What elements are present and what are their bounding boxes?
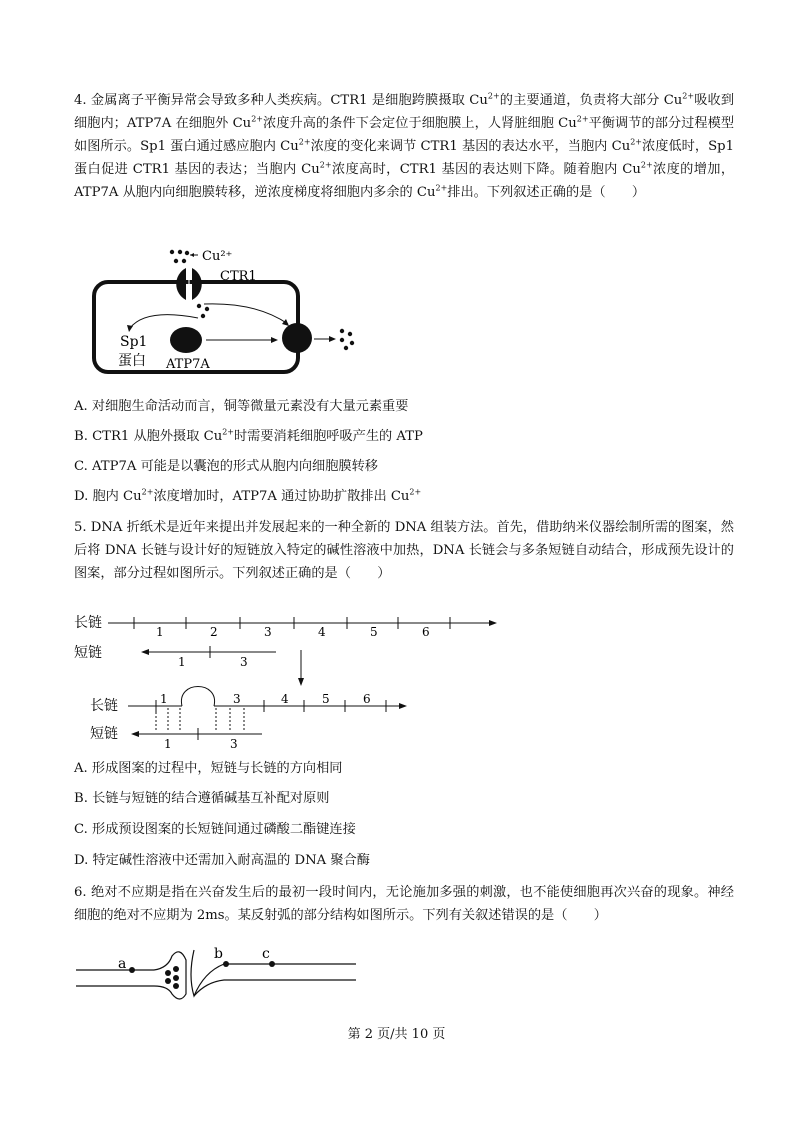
- top-short-number: 1: [178, 655, 186, 669]
- bottom-short-number: 3: [230, 737, 238, 751]
- q4-figure: [86, 240, 386, 380]
- top-long-number: 6: [422, 625, 430, 639]
- point-b-label: b: [214, 946, 223, 962]
- atp7a-label: ATP7A: [166, 357, 210, 372]
- q6-figure: [72, 942, 372, 1004]
- bottom-long-number: 1: [160, 692, 168, 706]
- bottom-long-number: 3: [233, 692, 241, 706]
- q5-figure: [72, 608, 512, 753]
- top-long-number: 3: [264, 625, 272, 639]
- q5-option-d: D. 特定碱性溶液中还需加入耐高温的 DNA 聚合酶: [74, 853, 370, 868]
- point-a-label: a: [118, 956, 127, 972]
- q5-stem: 5. DNA 折纸术是近年来提出并发展起来的一种全新的 DNA 组装方法。首先，借助纳米仪器绘制所需的图案，然后将 DNA 长链与设计好的短链放入特定的碱性溶液中加热，DNA 长链会与多条短链自动结合，形成预先设计的图案，部分过程如图所示。下列叙述正确的是（ ）: [74, 520, 734, 581]
- top-short-chain-label: 短链: [74, 645, 102, 661]
- q5-option-c: C. 形成预设图案的长短链间通过磷酸二酯键连接: [74, 822, 356, 837]
- cu-ion-label: Cu²⁺: [202, 249, 233, 264]
- q4-option-d: D. 胞内 $Cu^{2+}$浓度增加时，ATP7A 通过协助扩散排出 $Cu^{2+}$: [74, 487, 422, 504]
- q4-option-c: C. ATP7A 可能是以囊泡的形式从胞内向细胞膜转移: [74, 459, 378, 474]
- bottom-short-number: 1: [164, 737, 172, 751]
- top-short-number: 3: [240, 655, 248, 669]
- top-long-chain-label: 长链: [74, 615, 102, 631]
- top-long-number: 5: [370, 625, 378, 639]
- bottom-short-chain-label: 短链: [90, 726, 118, 742]
- q5-option-b: B. 长链与短链的结合遵循碱基互补配对原则: [74, 791, 330, 806]
- top-long-number: 2: [210, 625, 218, 639]
- ctr1-label: CTR1: [220, 269, 257, 284]
- protein-label: 蛋白: [118, 353, 146, 369]
- page-footer: 第 2 页/共 10 页: [347, 1027, 446, 1042]
- bottom-long-number: 6: [363, 692, 371, 706]
- q4-option-a: A. 对细胞生命活动而言，铜等微量元素没有大量元素重要: [74, 399, 409, 414]
- sp1-label: Sp1: [120, 334, 148, 350]
- q5-option-a: A. 形成图案的过程中，短链与长链的方向相同: [74, 761, 343, 776]
- top-long-number: 1: [156, 625, 164, 639]
- q4-option-b: B. CTR1 从胞外摄取 $Cu^{2+}$时需要消耗细胞呼吸产生的 ATP: [74, 427, 423, 444]
- bottom-long-number: 4: [281, 692, 289, 706]
- bottom-long-number: 5: [322, 692, 330, 706]
- bottom-long-chain-label: 长链: [90, 698, 118, 714]
- top-long-number: 4: [318, 625, 326, 639]
- point-c-label: c: [262, 946, 270, 962]
- q4-stem: 4. 金属离子平衡异常会导致多种人类疾病。CTR1 是细胞跨膜摄取 $Cu^{2+}$的主要通道，负责将大部分 $Cu^{2+}$吸收到细胞内；ATP7A 在细胞外 $Cu^{2+}$浓度升高的条件下会定位于细胞膜上，人肾脏细胞 $Cu^{2+}$平衡调节的部分过程模型如图所示。Sp1 蛋白通过感应胞内 $Cu^{2+}$浓度的变化来调节 CTR1 基因的表达水平，当胞内 $Cu^{2+}$浓度低时，Sp1 蛋白促进 CTR1 基因的表达；当胞内 $Cu^{2+}$浓度高时，CTR1 基因的表达则下降。随着胞内 $Cu^{2+}$浓度的增加，ATP7A 从胞内向细胞膜转移，逆浓度梯度将细胞内多余的 $Cu^{2+}$排出。下列叙述正确的是（ ）: [74, 91, 735, 200]
- q6-stem: 6. 绝对不应期是指在兴奋发生后的最初一段时间内，无论施加多强的刺激，也不能使细胞再次兴奋的现象。神经细胞的绝对不应期为 2ms。某反射弧的部分结构如图所示。下列有关叙述错误的是（ ）: [74, 885, 734, 923]
